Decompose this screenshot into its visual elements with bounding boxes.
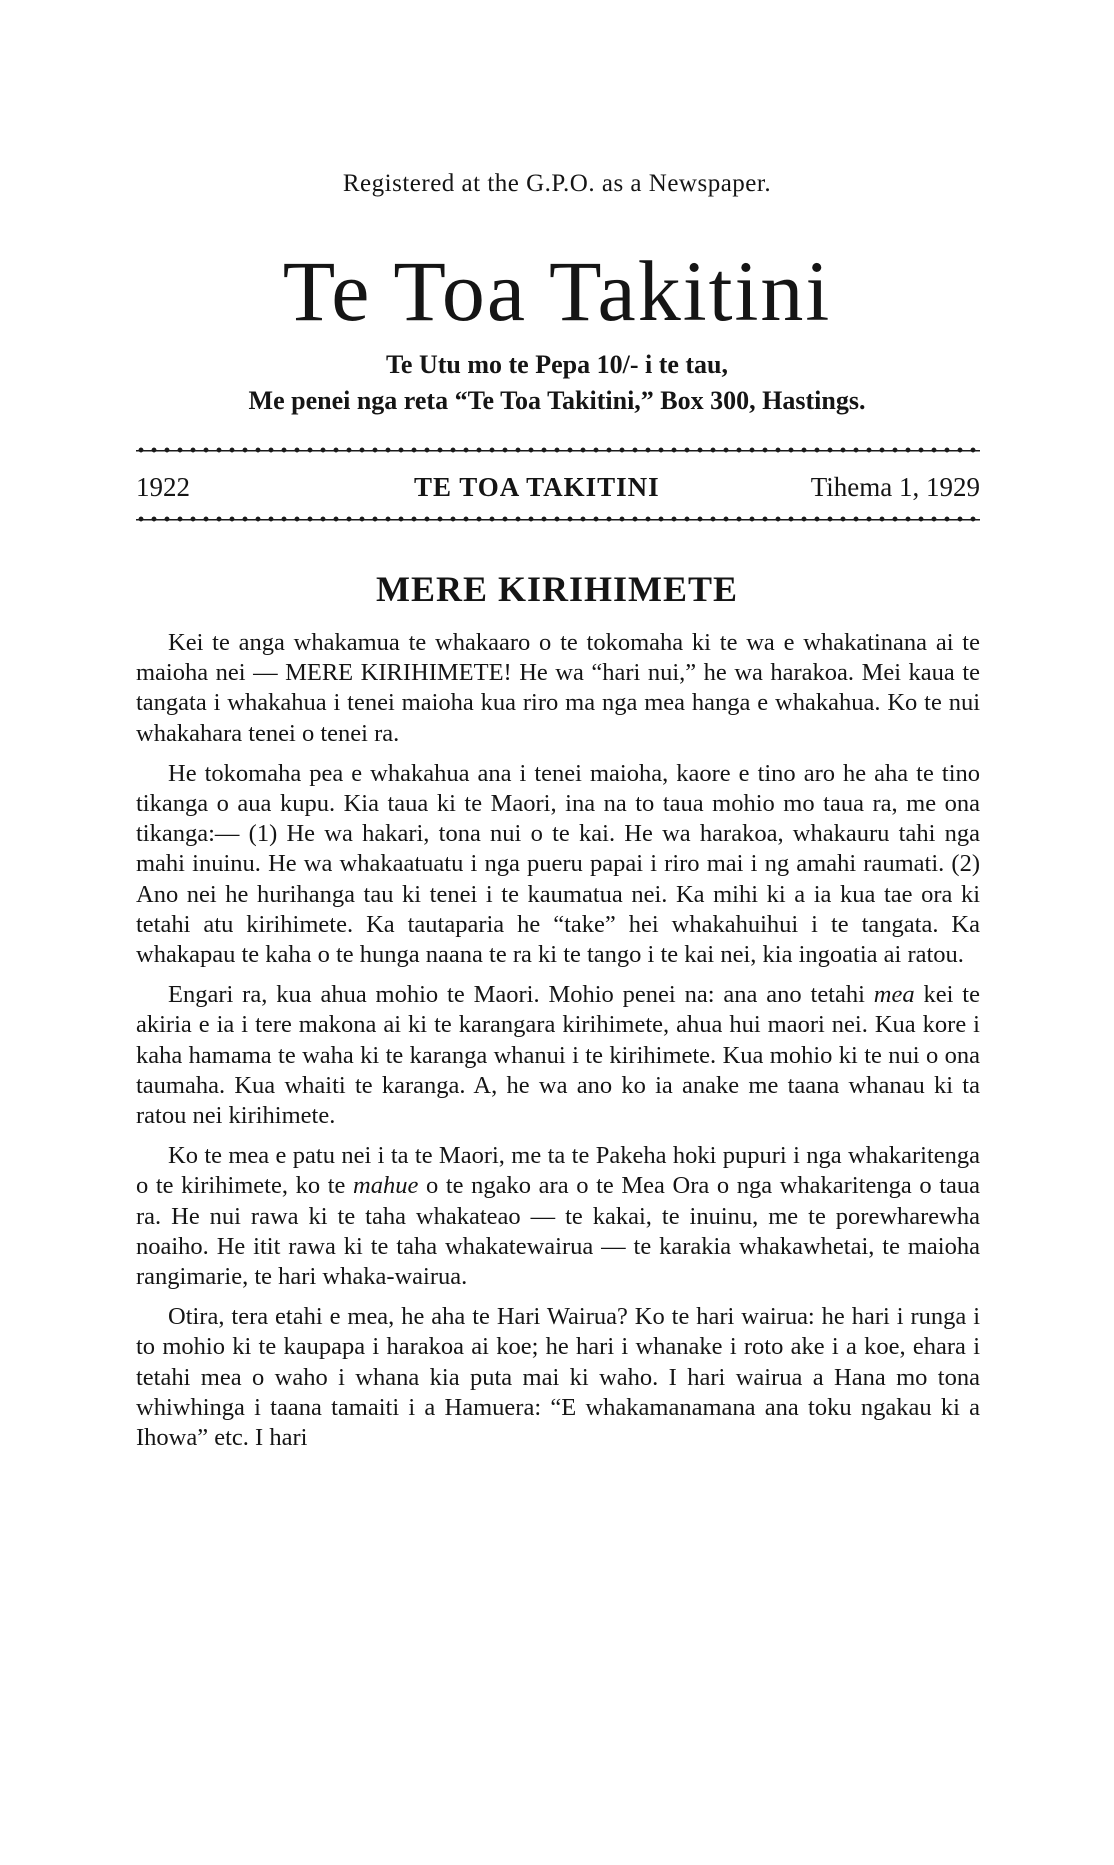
paragraph-3-text-b: kei te akiria e ia i tere makona ai ki te karangara kirihimete, ahua hui maori nei. Kua kore i kaha hamama te waha ki te karanga whanui i te kirihimete. Kua mohio ki te nui o ona taumaha. Kua whaiti te karanga. A, he wa ano ko ia anake me taana whanau ki ta ratou nei kirihimete. bbox=[136, 981, 980, 1130]
address-line: Me penei nga reta “Te Toa Takitini,” Box 300, Hastings. bbox=[248, 386, 866, 415]
dateline-paper-name: TE TOA TAKITINI bbox=[414, 472, 660, 502]
article-paragraph-2: He tokomaha pea e whakahua ana i tenei maioha, kaore e tino aro he aha te tino tikanga o aua kupu. Kia taua ki te Maori, ina na to taua mohio mo taua ra, me ona tikanga:— (1) He wa hakari, tona nui o te kai. He wa harakoa, whakauru tahi nga mahi inuinu. He wa whakaatuatu i nga pueru papai i riro mai i ng amahi raumati. (2) Ano nei he hurihanga tau ki tenei i te kaumatua nei. Ka mihi ki a ia kua tae ora ki tetahi atu kirihimete. Ka tautaparia he “take” hei whakahuihui i te tangata. Ka whakapau te kaha o te hunga naana te ra ki te tango i te kai nei, kia ingoatia ai ratou. bbox=[136, 759, 980, 969]
article-paragraph-1: Kei te anga whakamua te whakaaro o te tokomaha ki te wa e whakatinana ai te maioha nei — MERE KIRIHIMETE! He wa “hari nui,” he wa harakoa. Mei kaua te tangata i whakahua i tenei maioha kua riro ma nga mea hanga e whakahua. Ko te nui whakahara tenei o tenei ra. bbox=[136, 629, 980, 747]
issue-date: Tihema 1, 1929 bbox=[810, 472, 980, 502]
dateline bbox=[136, 472, 980, 506]
article-paragraph-4 bbox=[136, 1141, 980, 1292]
paragraph-4-emphasis: mahue bbox=[353, 1172, 419, 1200]
paragraph-3-emphasis: mea bbox=[873, 981, 915, 1009]
dotted-rule-top bbox=[136, 446, 980, 454]
article-body bbox=[136, 628, 980, 1463]
paragraph-4-text-b: o te ngako ara o te Mea Ora o nga whakaritenga o taua ra. He nui rawa ki te taha whakateao — te kakai, te inuinu, me te porewharewha noaiho. He itit rawa ki te taha whakatewairua — te karakia whakawhetai, te maioha rangimarie, te hari whaka-wairua. bbox=[136, 1172, 981, 1291]
article-headline: MERE KIRIHIMETE bbox=[375, 569, 739, 609]
volume-year: 1922 bbox=[136, 472, 190, 502]
paragraph-3-text-a: Engari ra, kua ahua mohio te Maori. Mohio penei na: ana ano tetahi bbox=[168, 981, 874, 1009]
paragraph-4-text-a: Ko te mea e patu nei i ta te Maori, me ta te Pakeha hoki pupuri i nga whakaritenga o te kirihimete, ko te bbox=[136, 1142, 980, 1200]
registration-notice: Registered at the G.P.O. as a Newspaper. bbox=[342, 170, 772, 197]
article-paragraph-3 bbox=[136, 980, 980, 1131]
dotted-rule-bottom bbox=[136, 515, 980, 523]
subscription-line: Te Utu mo te Pepa 10/- i te tau, bbox=[385, 350, 729, 379]
article-paragraph-5: Otira, tera etahi e mea, he aha te Hari Wairua? Ko te hari wairua: he hari i runga i to mohio ki te kaupapa i harakoa ai koe; he hari i whanake i roto ake i a koe, ehara i tetahi mea o waho i whana kia puta mai ki waho. I hari wairua a Hana mo tona whiwhinga i taana tamaiti i a Hamuera: “E whakamanamana ana toku ngakau ki a Ihowa” etc. I hari bbox=[136, 1303, 980, 1452]
masthead-title: Te Toa Takitini bbox=[282, 243, 832, 339]
